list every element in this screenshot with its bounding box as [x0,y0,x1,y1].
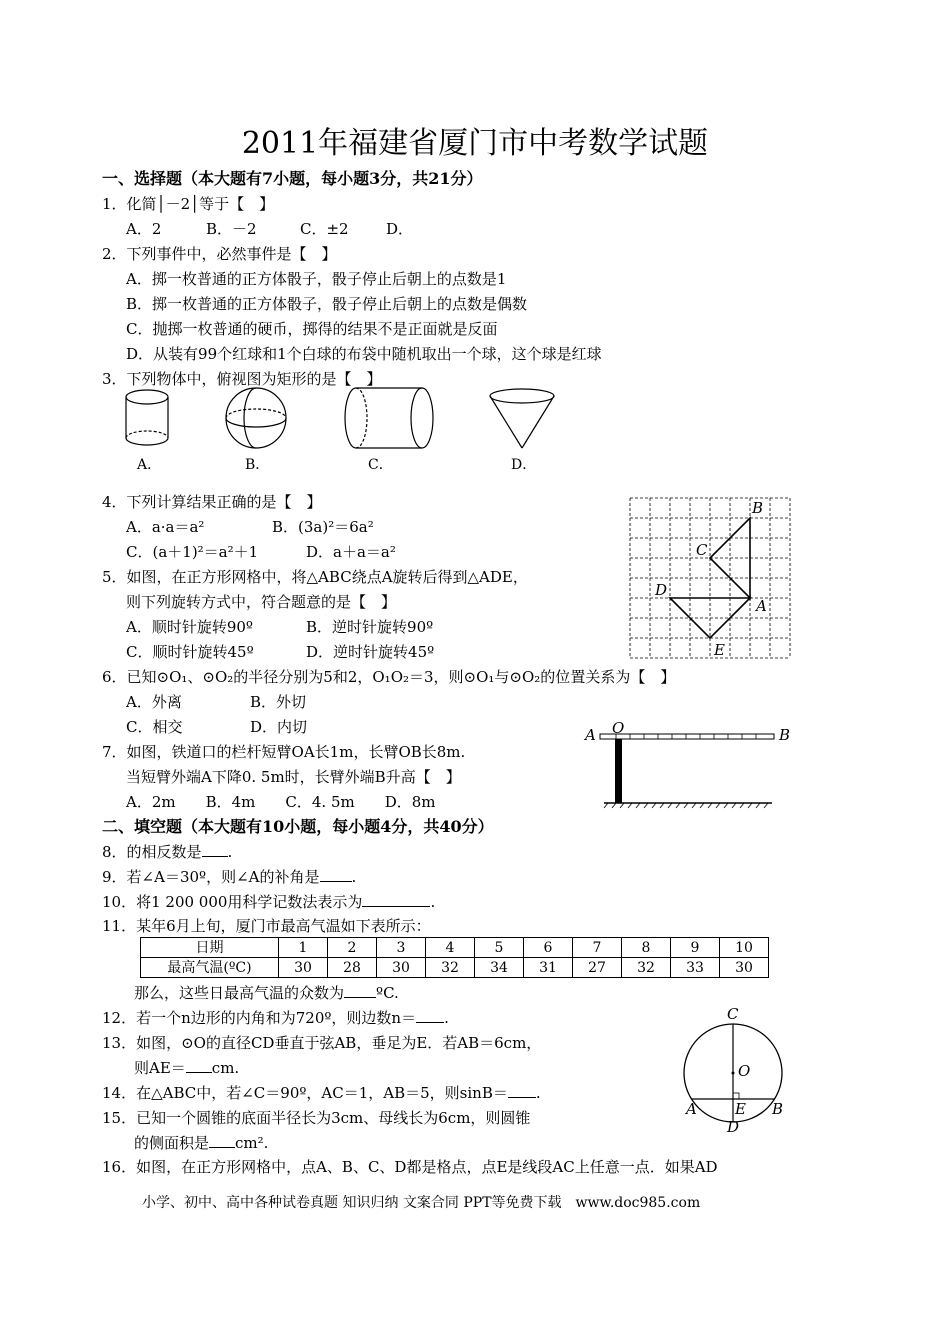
q3-label-c: C． [368,457,393,473]
table-cell: 30 [377,958,426,978]
section-1-heading: 一、选择题（本大题有7小题，每小题3分，共21分） [102,169,483,188]
q16-stem: 16．如图，在正方形网格中，点A、B、C、D都是格点，点E是线段AC上任意一点．如果AD [102,1158,718,1176]
q1-opt-c: C．±2 [300,220,349,238]
table-cell: 8 [622,938,671,958]
q6-opt-c: C．相交 [126,718,183,736]
q7-point-a: A [585,726,596,744]
q5-line1: 5．如图，在正方形网格中，将△ABC绕点A旋转后得到△ADE， [102,568,528,586]
q7-line2: 当短臂外端A下降0. 5m时，长臂外端B升高【 】 [126,768,461,786]
q13-point-e: E [735,1100,746,1118]
q2-opt-a: A．掷一枚普通的正方体骰子，骰子停止后朝上的点数是1 [126,270,507,288]
q4-opt-c: C．(a＋1)²＝a²＋1 [126,543,259,561]
q7-point-b: B [779,726,791,744]
q11-after-end: ºC. [376,984,399,1002]
q13-end: cm. [211,1059,240,1077]
q10-text: 10．将1 200 000用科学记数法表示为 [102,893,363,911]
q3-label-a: A． [137,457,162,473]
q3-stem: 3．下列物体中，俯视图为矩形的是【 】 [102,370,382,388]
table-cell: 6 [524,938,573,958]
q11-after-text: 那么，这些日最高气温的众数为 [134,984,345,1002]
q7-line1: 7．如图，铁道口的栏杆短臂OA长1m，长臂OB长8m. [102,743,466,761]
q9-answer-blank [320,867,352,882]
table-cell: 1 [279,938,328,958]
q7-opts: A．2m B．4m C．4. 5m D．8m [126,793,436,811]
q10-line [102,892,435,912]
q3-label-d: D． [511,457,537,473]
table-cell: 3 [377,938,426,958]
q15-end: cm². [235,1134,269,1152]
q15-line1: 15．已知一个圆锥的底面半径长为3cm、母线长为6cm，则圆锥 [102,1109,531,1127]
table-header-date: 日期 [141,938,279,958]
q4-stem: 4．下列计算结果正确的是【 】 [102,493,322,511]
table-cell: 32 [622,958,671,978]
table-cell: 7 [573,938,622,958]
q2-opt-c: C．抛掷一枚普通的硬币，掷得的结果不是正面就是反面 [126,320,498,338]
q5-point-b: B [752,499,764,517]
q2-opt-d: D．从装有99个红球和1个白球的布袋中随机取出一个球，这个球是红球 [126,345,602,363]
q8-line [102,842,232,862]
q10-answer-blank [362,892,430,907]
q3-solids-figure [120,386,580,456]
table-cell: 33 [671,958,720,978]
table-cell: 9 [671,938,720,958]
q12-end: . [444,1009,449,1027]
q5-line2: 则下列旋转方式中，符合题意的是【 】 [126,593,397,611]
q8-answer-blank [202,842,228,857]
table-header-temp: 最高气温(ºC) [141,958,279,978]
q13-point-d: D [727,1118,740,1136]
q8-text: 8．的相反数是 [102,843,202,861]
q9-line [102,867,356,887]
q14-line [102,1083,541,1103]
q10-end: . [430,893,436,911]
q5-point-d: D [655,581,668,599]
q6-opt-d: D．内切 [250,718,308,736]
q5-point-c: C [696,541,708,559]
q8-end: . [227,843,233,861]
q14-text: 14．在△ABC中，若∠C＝90º，AC＝1，AB＝5，则sinB＝ [102,1084,508,1102]
q1-stem: 1．化简│－2│等于【 】 [102,195,275,213]
q15-answer-blank [209,1133,235,1148]
page-title: 2011年福建省厦门市中考数学试题 [241,126,709,161]
q2-opt-b: B．掷一枚普通的正方体骰子，骰子停止后朝上的点数是偶数 [126,295,528,313]
q5-grid-figure [628,496,794,662]
q5-opt-a: A．顺时针旋转90º [126,618,253,636]
q5-opt-b: B．逆时针旋转90º [306,618,434,636]
q3-label-b: B． [245,457,270,473]
q12-answer-blank [416,1008,444,1023]
q15-line2 [134,1133,268,1153]
q4-opt-b: B．(3a)²＝6a² [272,518,374,536]
table-cell: 2 [328,938,377,958]
table-cell: 28 [328,958,377,978]
table-cell: 10 [720,938,769,958]
table-cell: 5 [475,938,524,958]
q4-opt-a: A．a·a＝a² [126,518,205,536]
q13-point-o: O [738,1062,751,1080]
q1-opt-b: B．－2 [206,220,257,238]
q15-text: 的侧面积是 [134,1134,210,1152]
table-cell: 27 [573,958,622,978]
q14-end: . [535,1084,541,1102]
q5-point-a: A [756,597,767,615]
table-row [141,938,769,958]
q9-text: 9．若∠A＝30º，则∠A的补角是 [102,868,320,886]
q7-point-o: O [612,719,625,737]
q6-opt-b: B．外切 [250,693,307,711]
q13-point-c: C [727,1005,739,1023]
sphere-figure [226,388,286,448]
q13-answer-blank [186,1058,212,1073]
q11-after-line [134,983,399,1003]
table-cell: 4 [426,938,475,958]
q14-answer-blank [508,1083,536,1098]
section-2-heading: 二、填空题（本大题有10小题，每小题4分，共40分） [102,817,494,836]
temperature-table [140,937,769,978]
q13-line1: 13．如图，⊙O的直径CD垂直于弦AB，垂足为E．若AB＝6cm， [102,1034,542,1052]
table-row [141,958,769,978]
q5-point-e: E [714,641,725,659]
q11-answer-blank [344,983,376,998]
table-cell: 30 [720,958,769,978]
page-footer: 小学、初中、高中各种试卷真题 知识归纳 文案合同 PPT等免费下载 www.doc985.com [142,1195,701,1211]
q4-opt-d: D．a＋a＝a² [306,543,396,561]
q13-line2 [134,1058,239,1078]
q9-end: . [351,868,357,886]
table-cell: 34 [475,958,524,978]
q12-text: 12．若一个n边形的内角和为720º，则边数n＝ [102,1009,417,1027]
table-cell: 32 [426,958,475,978]
q1-opt-d: D． [386,220,414,238]
q6-opt-a: A．外离 [126,693,182,711]
q11-stem: 11．某年6月上旬，厦门市最高气温如下表所示： [102,917,431,935]
q13-point-b: B [772,1100,784,1118]
q13-text: 则AE＝ [134,1059,186,1077]
q6-stem: 6．已知⊙O₁、⊙O₂的半径分别为5和2，O₁O₂＝3，则⊙O₁与⊙O₂的位置关系为【 】 [102,668,676,686]
q5-opt-d: D．逆时针旋转45º [306,643,435,661]
horizontal-cylinder-figure [345,388,433,448]
q13-point-a: A [686,1100,697,1118]
cone-figure [490,389,554,448]
table-cell: 30 [279,958,328,978]
q5-opt-c: C．顺时针旋转45º [126,643,254,661]
cylinder-figure [126,390,168,445]
q1-opt-a: A．2 [126,220,162,238]
table-cell: 31 [524,958,573,978]
q7-railway-barrier-figure [596,730,780,814]
q2-stem: 2．下列事件中，必然事件是【 】 [102,245,337,263]
q12-line [102,1008,449,1028]
